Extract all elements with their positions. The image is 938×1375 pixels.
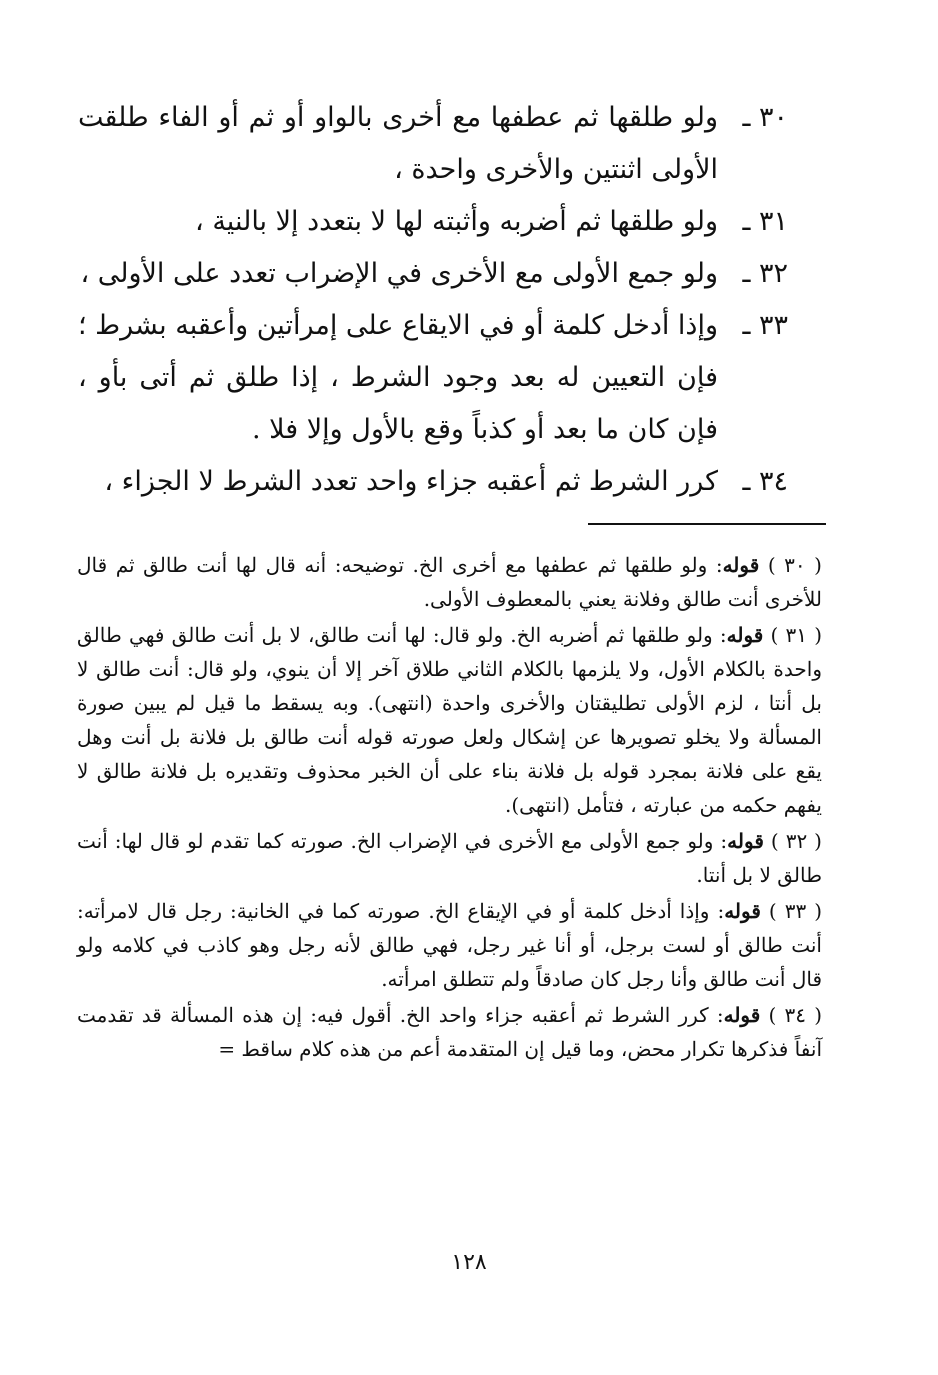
footnote-31 xyxy=(77,618,822,822)
footnote-text: : ولو طلقها ثم أضربه الخ. ولو قال: لها أنت طالق، لا بل أنت طالق فهي طالق واحدة بالكلام الأول، ولا يلزمها بالكلام الثاني طلاق آخر إلا أن ينوي، ولو قال: أنت طالق لا بل أنتا ، لزم الأولى تطليقتان والأخرى واحدة (انتهى). وبه يسقط ما قيل لم يبين صورة المسألة ولا يخلو تصويرها عن إشكال ولعل صورته قوله أنت طالق بل فلانة بل أنت وهل يقع على فلانة بمجرد قوله بل فلانة بناء على أن الخبر محذوف وتقديره بل فلانة طالق لا يفهم حكمه من عبارته ، فتأمل (انتهى). xyxy=(77,623,822,817)
item-text: ولو طلقها ثم أضربه وأثبته لها لا بتعدد إلا بالنية ، xyxy=(195,206,718,237)
footnote-number: ( ٣٣ ) xyxy=(768,899,822,923)
item-number: ٣٠ ـ xyxy=(742,102,788,133)
main-item-32 xyxy=(78,248,788,300)
footnote-number: ( ٣٢ ) xyxy=(770,829,822,853)
item-number: ٣٣ ـ xyxy=(742,310,788,341)
page-number: ١٢٨ xyxy=(451,1250,487,1275)
footnote-text: : وإذا أدخل كلمة أو في الإيقاع الخ. صورته كما في الخانية: رجل قال لامرأته: أنت طالق أو لست برجل، أو أنا غير رجل، فهي طالق لأنه رجل وهو كاذب في كلامه ولو قال أنت طالق وأنا رجل كان صادقاً ولم تتطلق امرأته. xyxy=(77,899,822,991)
item-text: كرر الشرط ثم أعقبه جزاء واحد تعدد الشرط لا الجزاء ، xyxy=(104,466,718,497)
item-number: ٣١ ـ xyxy=(742,206,788,237)
main-item-34 xyxy=(78,456,788,508)
footnote-34 xyxy=(77,998,822,1066)
main-text xyxy=(78,92,788,508)
footnote-32 xyxy=(77,824,822,892)
footnotes xyxy=(77,548,822,1068)
footnote-label: قوله xyxy=(726,623,764,647)
footnote-label: قوله xyxy=(722,553,760,577)
main-item-33 xyxy=(78,300,788,456)
main-item-31 xyxy=(78,196,788,248)
footnote-number: ( ٣٤ ) xyxy=(768,1003,823,1027)
item-number: ٣٢ ـ xyxy=(742,258,788,289)
footnote-label: قوله xyxy=(724,899,761,923)
main-item-30 xyxy=(78,92,788,196)
footnote-text: : ولو طلقها ثم عطفها مع أخرى الخ. توضيحه: أنه قال لها أنت طالق ثم قال للأخرى أنت طالق وفلانة يعني بالمعطوف الأولى. xyxy=(77,553,822,611)
footnote-label: قوله xyxy=(727,829,764,853)
footnote-number: ( ٣١ ) xyxy=(770,623,822,647)
footnote-30 xyxy=(77,548,822,616)
item-number: ٣٤ ـ xyxy=(742,466,788,497)
item-text: وإذا أدخل كلمة أو في الايقاع على إمرأتين وأعقبه بشرط ؛ فإن التعيين له بعد وجود الشرط ، إذا طلق ثم أتى بأو ، فإن كان ما بعد أو كذباً وقع بالأول وإلا فلا . xyxy=(78,310,718,445)
footnote-text: : كرر الشرط ثم أعقبه جزاء واحد الخ. أقول فيه: إن هذه المسألة قد تقدمت آنفاً فذكرها تكرار محض، وما قيل إن المتقدمة أعم من هذه كلام ساقط = xyxy=(77,1003,822,1061)
footnote-label: قوله xyxy=(723,1003,761,1027)
item-text: ولو جمع الأولى مع الأخرى في الإضراب تعدد على الأولى ، xyxy=(80,258,718,289)
footnote-divider xyxy=(588,523,826,525)
footnote-text: : ولو جمع الأولى مع الأخرى في الإضراب الخ. صورته كما تقدم لو قال لها: أنت طالق لا بل أنتا. xyxy=(77,829,822,887)
item-text: ولو طلقها ثم عطفها مع أخرى بالواو أو ثم أو الفاء طلقت الأولى اثنتين والأخرى واحدة ، xyxy=(78,102,718,185)
footnote-number: ( ٣٠ ) xyxy=(767,553,822,577)
footnote-33 xyxy=(77,894,822,996)
